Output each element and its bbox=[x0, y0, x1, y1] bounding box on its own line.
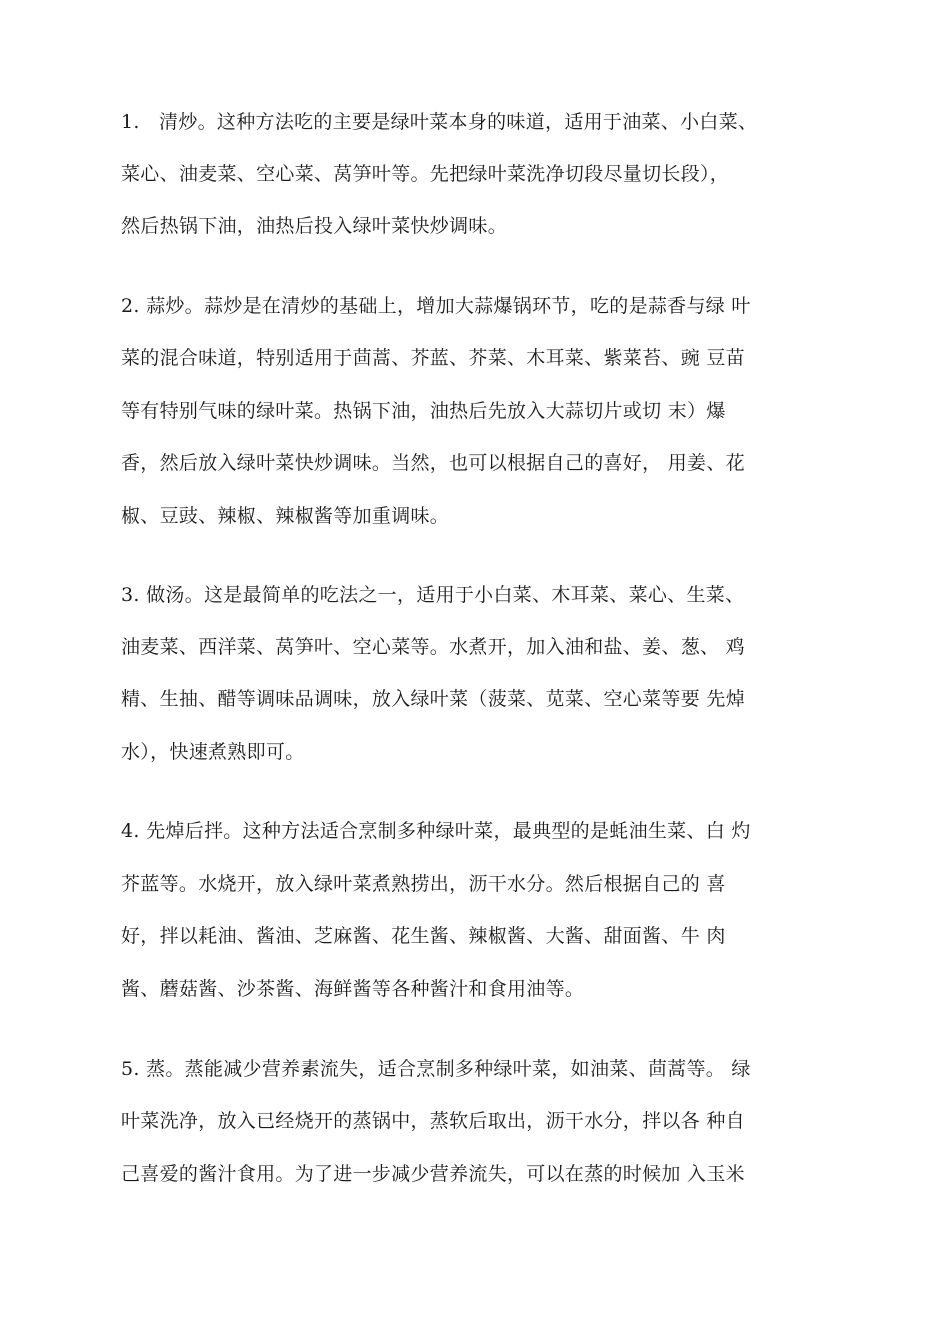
text-line: 己喜爱的酱汁食用。为了进一步减少营养流失，可以在蒸的时候加 入玉米 bbox=[121, 1163, 745, 1185]
text-line: 好，拌以耗油、酱油、芝麻酱、花生酱、辣椒酱、大酱、甜面酱、牛 肉 bbox=[121, 925, 726, 947]
text-line: 油麦菜、西洋菜、莴笋叶、空心菜等。水煮开，加入油和盐、姜、葱、 鸡 bbox=[121, 636, 745, 658]
text-line: 2. 蒜炒。蒜炒是在清炒的基础上，增加大蒜爆锅环节，吃的是蒜香与绿 叶 bbox=[121, 295, 751, 317]
text-line: 菜心、油麦菜、空心菜、莴笋叶等。先把绿叶菜洗净切段尽量切长段）， bbox=[121, 163, 730, 185]
text-line: 等有特别气味的绿叶菜。热锅下油，油热后先放入大蒜切片或切 末）爆 bbox=[121, 400, 726, 422]
text-line: 精、生抽、醋等调味品调味，放入绿叶菜（菠菜、苋菜、空心菜等要 先焯 bbox=[121, 688, 745, 710]
text-line: 然后热锅下油，油热后投入绿叶菜快炒调味。 bbox=[121, 215, 508, 237]
text-line: 芥蓝等。水烧开，放入绿叶菜煮熟捞出，沥干水分。然后根据自己的 喜 bbox=[121, 873, 726, 895]
text-line: 椒、豆豉、辣椒、辣椒酱等加重调味。 bbox=[121, 505, 450, 527]
text-line: 菜的混合味道，特别适用于茴蒿、芥蓝、芥菜、木耳菜、紫菜苔、豌 豆苗 bbox=[121, 347, 745, 369]
text-line: 酱、蘑菇酱、沙茶酱、海鲜酱等各种酱汁和食用油等。 bbox=[121, 978, 585, 1000]
text-line: 3. 做汤。这是最简单的吃法之一，适用于小白菜、木耳菜、菜心、生菜、 bbox=[121, 584, 745, 606]
text-line: 香，然后放入绿叶菜快炒调味。当然，也可以根据自己的喜好， 用姜、花 bbox=[121, 452, 745, 474]
text-line: 5. 蒸。蒸能减少营养素流失，适合烹制多种绿叶菜，如油菜、茴蒿等。 绿 bbox=[121, 1058, 751, 1080]
text-line: 水），快速煮熟即可。 bbox=[121, 741, 305, 763]
text-line: 1. 清炒。这种方法吃的主要是绿叶菜本身的味道，适用于油菜、小白菜、 bbox=[121, 111, 758, 133]
text-line: 叶菜洗净，放入已经烧开的蒸锅中，蒸软后取出，沥干水分，拌以各 种自 bbox=[121, 1110, 745, 1132]
text-line: 4. 先焯后拌。这种方法适合烹制多种绿叶菜，最典型的是蚝油生菜、白 灼 bbox=[121, 820, 751, 842]
